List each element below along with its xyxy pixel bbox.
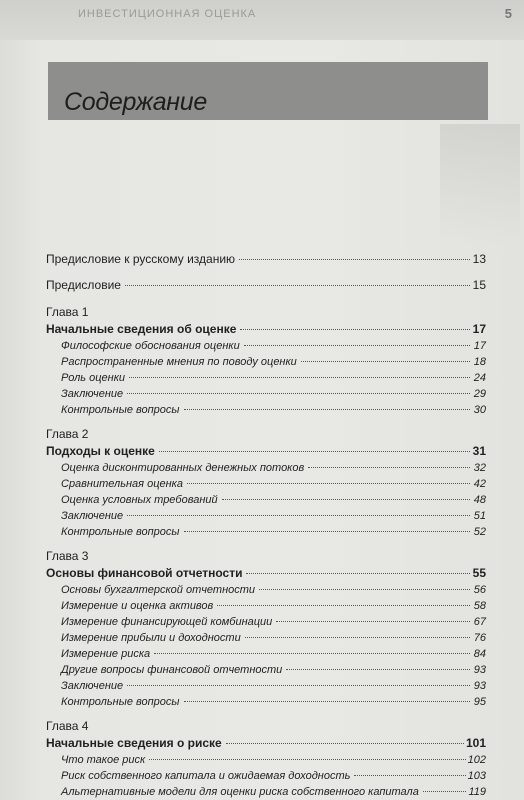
toc-entry-page: 13: [472, 252, 486, 266]
toc-section-label: Риск собственного капитала и ожидаемая доходность: [61, 770, 351, 782]
toc-entry-page: 56: [473, 584, 486, 596]
toc-entry-page: 67: [473, 616, 486, 628]
toc-section-entry[interactable]: [46, 386, 486, 402]
toc-section-entry[interactable]: [46, 614, 486, 630]
dot-leader: [226, 743, 464, 744]
toc-entry-page: 95: [473, 696, 486, 708]
toc-chapter-number: Глава 1: [46, 305, 89, 319]
toc-chapter-title-entry[interactable]: [46, 442, 486, 460]
running-head-page-number: 5: [504, 6, 512, 21]
toc-chapter-title: Основы финансовой отчетности: [46, 566, 243, 580]
dot-leader: [159, 451, 470, 452]
toc-entry-label: Предисловие: [46, 278, 121, 292]
toc-chapter-title-entry[interactable]: [46, 564, 486, 582]
dot-leader: [187, 483, 470, 484]
toc-entry-page: 102: [467, 754, 486, 766]
toc-section-entry[interactable]: [46, 630, 486, 646]
toc-section-label: Контрольные вопросы: [61, 696, 180, 708]
toc-entry-page: 17: [472, 322, 486, 336]
dot-leader: [246, 573, 470, 574]
toc-chapter-title: Начальные сведения о риске: [46, 736, 222, 750]
toc-front-matter-entry[interactable]: [46, 248, 486, 270]
toc-entry-page: 101: [465, 736, 486, 750]
toc-section-label: Распространенные мнения по поводу оценки: [61, 356, 297, 368]
toc-entry-page: 84: [473, 648, 486, 660]
toc-section-label: Сравнительная оценка: [61, 478, 183, 490]
dot-leader: [184, 409, 471, 410]
toc-entry-page: 15: [472, 278, 486, 292]
toc-section-label: Контрольные вопросы: [61, 404, 180, 416]
toc-entry-page: 30: [473, 404, 486, 416]
toc-section-entry[interactable]: [46, 338, 486, 354]
toc-chapters: [46, 304, 486, 800]
toc-section-entry[interactable]: [46, 582, 486, 598]
bleed-through-shadow: [440, 124, 520, 244]
toc-chapter-title-entry[interactable]: [46, 734, 486, 752]
dot-leader: [184, 701, 471, 702]
toc-entry-label: Предисловие к русскому изданию: [46, 252, 236, 266]
toc-section-label: Основы бухгалтерской отчетности: [61, 584, 256, 596]
toc-chapter-number: Глава 4: [46, 719, 89, 733]
dot-leader: [127, 685, 470, 686]
dot-leader: [129, 377, 470, 378]
title-banner: [48, 62, 488, 120]
toc-chapter-title: Подходы к оценке: [46, 444, 155, 458]
dot-leader: [154, 653, 470, 654]
toc-section-label: Оценка дисконтированных денежных потоков: [61, 462, 305, 474]
toc-chapter-number: Глава 2: [46, 427, 89, 441]
toc-section-label: Контрольные вопросы: [61, 526, 180, 538]
running-head-title: ИНВЕСТИЦИОННАЯ ОЦЕНКА: [78, 8, 257, 20]
toc-section-label: Заключение: [61, 510, 124, 522]
dot-leader: [127, 515, 470, 516]
toc-section-label: Измерение прибыли и доходности: [61, 632, 241, 644]
toc-section-entry[interactable]: [46, 646, 486, 662]
toc-section-entry[interactable]: [46, 370, 486, 386]
dot-leader: [244, 345, 470, 346]
toc-entry-page: 48: [473, 494, 486, 506]
toc-section-label: Измерение и оценка активов: [61, 600, 214, 612]
toc-section-entry[interactable]: [46, 354, 486, 370]
dot-leader: [423, 791, 467, 792]
toc-section-entry[interactable]: [46, 492, 486, 508]
toc-section-entry[interactable]: [46, 508, 486, 524]
toc-section-entry[interactable]: [46, 460, 486, 476]
dot-leader: [308, 467, 470, 468]
dot-leader: [354, 775, 465, 776]
dot-leader: [217, 605, 470, 606]
toc-entry-page: 51: [473, 510, 486, 522]
dot-leader: [259, 589, 470, 590]
running-head: [0, 0, 524, 40]
toc-section-entry[interactable]: [46, 752, 486, 768]
toc-section-entry[interactable]: [46, 524, 486, 540]
toc-entry-page: 103: [467, 770, 486, 782]
toc-section-entry[interactable]: [46, 694, 486, 710]
toc-entry-page: 119: [468, 786, 486, 798]
toc-section-entry[interactable]: [46, 402, 486, 418]
dot-leader: [239, 259, 470, 260]
toc-section-label: Что такое риск: [61, 754, 146, 766]
toc-entry-page: 76: [473, 632, 486, 644]
toc-chapter-number: Глава 3: [46, 549, 89, 563]
toc-entry-page: 17: [473, 340, 486, 352]
toc-section-label: Заключение: [61, 680, 124, 692]
dot-leader: [276, 621, 470, 622]
toc-front-matter-entry[interactable]: [46, 274, 486, 296]
dot-leader: [149, 759, 465, 760]
dot-leader: [222, 499, 470, 500]
toc-section-label: Оценка условных требований: [61, 494, 218, 506]
toc-entry-page: 55: [472, 566, 486, 580]
dot-leader: [301, 361, 470, 362]
toc-section-label: Заключение: [61, 388, 124, 400]
toc-section-entry[interactable]: [46, 662, 486, 678]
toc-section-entry[interactable]: [46, 784, 486, 800]
dot-leader: [240, 329, 470, 330]
toc-entry-page: 18: [473, 356, 486, 368]
toc-section-label: Альтернативные модели для оценки риска собственного капитала: [61, 786, 419, 798]
toc-section-label: Философские обоснования оценки: [61, 340, 240, 352]
toc-entry-page: 24: [473, 372, 486, 384]
toc-entry-page: 31: [472, 444, 486, 458]
toc-entry-page: 29: [473, 388, 486, 400]
toc-entry-page: 93: [473, 680, 486, 692]
toc-entry-page: 93: [473, 664, 486, 676]
toc-chapter-title-entry[interactable]: [46, 320, 486, 338]
dot-leader: [125, 285, 470, 286]
dot-leader: [127, 393, 470, 394]
toc-entry-page: 42: [473, 478, 486, 490]
toc-chapter-title: Начальные сведения об оценке: [46, 322, 237, 336]
dot-leader: [286, 669, 470, 670]
toc-entry-page: 58: [473, 600, 486, 612]
toc-section-entry[interactable]: [46, 598, 486, 614]
dot-leader: [245, 637, 470, 638]
page-title: Содержание: [64, 88, 207, 116]
dot-leader: [184, 531, 471, 532]
toc-section-label: Измерение финансирующей комбинации: [61, 616, 273, 628]
table-of-contents: [46, 248, 486, 800]
toc-section-label: Роль оценки: [61, 372, 126, 384]
toc-section-label: Измерение риска: [61, 648, 151, 660]
toc-section-entry[interactable]: [46, 678, 486, 694]
toc-section-entry[interactable]: [46, 768, 486, 784]
toc-entry-page: 32: [473, 462, 486, 474]
toc-section-label: Другие вопросы финансовой отчетности: [61, 664, 283, 676]
toc-entry-page: 52: [473, 526, 486, 538]
toc-section-entry[interactable]: [46, 476, 486, 492]
